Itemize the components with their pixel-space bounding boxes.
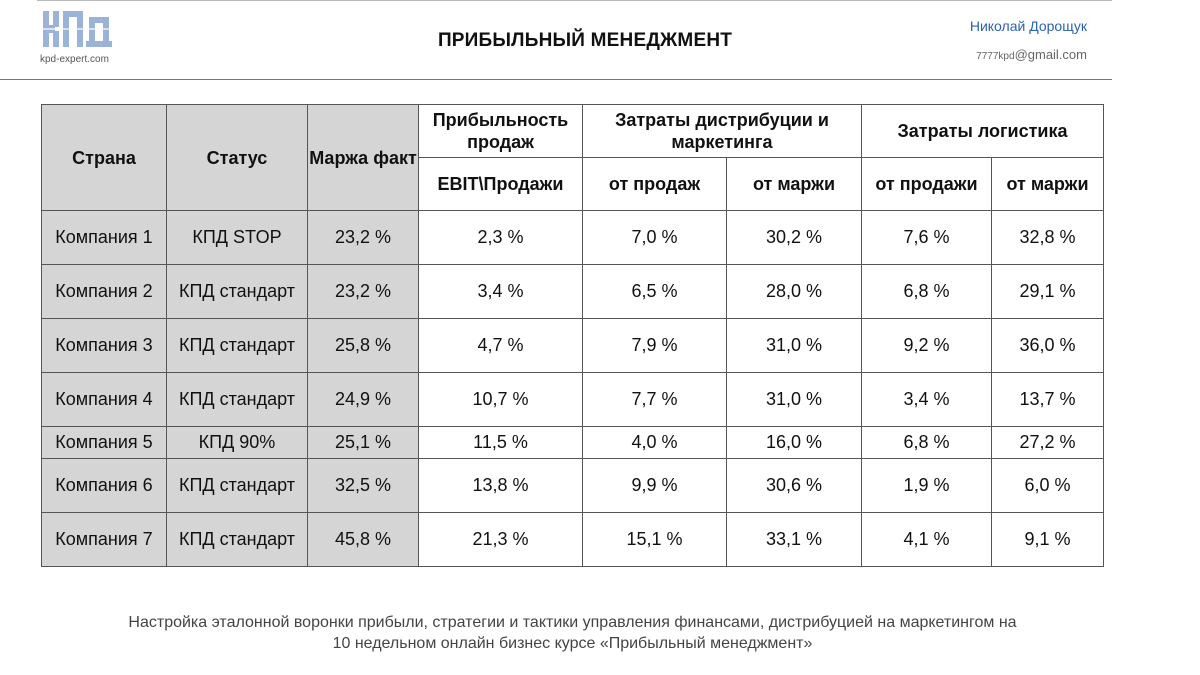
- cell-country: Компания 2: [42, 265, 167, 319]
- cell-ebit: 2,3 %: [419, 211, 583, 265]
- cell-dist-sales: 6,5 %: [583, 265, 727, 319]
- cell-dist-margin: 33,1 %: [727, 513, 862, 567]
- cell-status: КПД стандарт: [167, 459, 308, 513]
- cell-status: КПД стандарт: [167, 513, 308, 567]
- cell-ebit: 4,7 %: [419, 319, 583, 373]
- email-user: 7777kpd: [976, 51, 1015, 62]
- cell-ebit: 13,8 %: [419, 459, 583, 513]
- cell-log-sales: 3,4 %: [862, 373, 992, 427]
- header-distribution: Затраты дистрибуции и маркетинга: [583, 105, 862, 158]
- cell-dist-margin: 30,2 %: [727, 211, 862, 265]
- cell-margin: 25,1 %: [308, 427, 419, 459]
- author-name: Николай Дорощук: [969, 18, 1087, 34]
- site-url[interactable]: kpd-expert.com: [40, 54, 109, 65]
- cell-status: КПД 90%: [167, 427, 308, 459]
- cell-dist-sales: 7,7 %: [583, 373, 727, 427]
- cell-status: КПД стандарт: [167, 265, 308, 319]
- cell-status: КПД STOP: [167, 211, 308, 265]
- cell-margin: 23,2 %: [308, 265, 419, 319]
- cell-log-margin: 32,8 %: [992, 211, 1104, 265]
- cell-dist-sales: 7,9 %: [583, 319, 727, 373]
- email-domain: @gmail.com: [1014, 47, 1087, 62]
- cell-dist-margin: 31,0 %: [727, 319, 862, 373]
- table-row: [42, 211, 1104, 265]
- table-row: [42, 427, 1104, 459]
- header-margin: Маржа факт: [308, 105, 419, 211]
- cell-margin: 24,9 %: [308, 373, 419, 427]
- header-ebit: EBIT\Продажи: [419, 158, 583, 211]
- header-country: Страна: [42, 105, 167, 211]
- cell-ebit: 10,7 %: [419, 373, 583, 427]
- cell-country: Компания 3: [42, 319, 167, 373]
- header-log-margin: от маржи: [992, 158, 1104, 211]
- cell-dist-margin: 31,0 %: [727, 373, 862, 427]
- cell-log-sales: 9,2 %: [862, 319, 992, 373]
- cell-dist-sales: 15,1 %: [583, 513, 727, 567]
- header-divider: [0, 79, 1112, 80]
- cell-country: Компания 5: [42, 427, 167, 459]
- cell-dist-margin: 30,6 %: [727, 459, 862, 513]
- header-logistics: Затраты логистика: [862, 105, 1104, 158]
- cell-log-margin: 36,0 %: [992, 319, 1104, 373]
- page-title: ПРИБЫЛЬНЫЙ МЕНЕДЖМЕНТ: [437, 30, 733, 51]
- header-dist-margin: от маржи: [727, 158, 862, 211]
- cell-status: КПД стандарт: [167, 373, 308, 427]
- cell-country: Компания 4: [42, 373, 167, 427]
- profit-table: [41, 104, 1104, 567]
- cell-margin: 25,8 %: [308, 319, 419, 373]
- table-row: [42, 513, 1104, 567]
- top-divider: [37, 0, 1112, 1]
- cell-dist-margin: 28,0 %: [727, 265, 862, 319]
- cell-ebit: 3,4 %: [419, 265, 583, 319]
- cell-dist-sales: 4,0 %: [583, 427, 727, 459]
- table-row: [42, 373, 1104, 427]
- footer-line-2: 10 недельном онлайн бизнес курсе «Прибыльный менеджмент»: [332, 635, 813, 652]
- cell-log-margin: 9,1 %: [992, 513, 1104, 567]
- cell-status: КПД стандарт: [167, 319, 308, 373]
- cell-log-sales: 4,1 %: [862, 513, 992, 567]
- cell-log-sales: 6,8 %: [862, 265, 992, 319]
- cell-log-margin: 29,1 %: [992, 265, 1104, 319]
- cell-ebit: 21,3 %: [419, 513, 583, 567]
- footer-text: [60, 612, 1085, 654]
- cell-dist-margin: 16,0 %: [727, 427, 862, 459]
- cell-log-sales: 1,9 %: [862, 459, 992, 513]
- header-profitability: Прибыльность продаж: [419, 105, 583, 158]
- cell-log-margin: 27,2 %: [992, 427, 1104, 459]
- author-email[interactable]: [976, 47, 1087, 62]
- cell-country: Компания 7: [42, 513, 167, 567]
- footer-line-1: Настройка эталонной воронки прибыли, стратегии и тактики управления финансами, дистрибуцией на маркетингом на: [128, 614, 1017, 631]
- table-row: [42, 459, 1104, 513]
- cell-margin: 23,2 %: [308, 211, 419, 265]
- cell-log-margin: 13,7 %: [992, 373, 1104, 427]
- table-row: [42, 319, 1104, 373]
- cell-dist-sales: 7,0 %: [583, 211, 727, 265]
- table-row: [42, 265, 1104, 319]
- cell-country: Компания 6: [42, 459, 167, 513]
- cell-country: Компания 1: [42, 211, 167, 265]
- cell-log-sales: 7,6 %: [862, 211, 992, 265]
- header-status: Статус: [167, 105, 308, 211]
- cell-margin: 45,8 %: [308, 513, 419, 567]
- header-log-sales: от продажи: [862, 158, 992, 211]
- cell-log-sales: 6,8 %: [862, 427, 992, 459]
- cell-dist-sales: 9,9 %: [583, 459, 727, 513]
- cell-margin: 32,5 %: [308, 459, 419, 513]
- cell-ebit: 11,5 %: [419, 427, 583, 459]
- header-dist-sales: от продаж: [583, 158, 727, 211]
- kpd-logo: [41, 8, 113, 50]
- cell-log-margin: 6,0 %: [992, 459, 1104, 513]
